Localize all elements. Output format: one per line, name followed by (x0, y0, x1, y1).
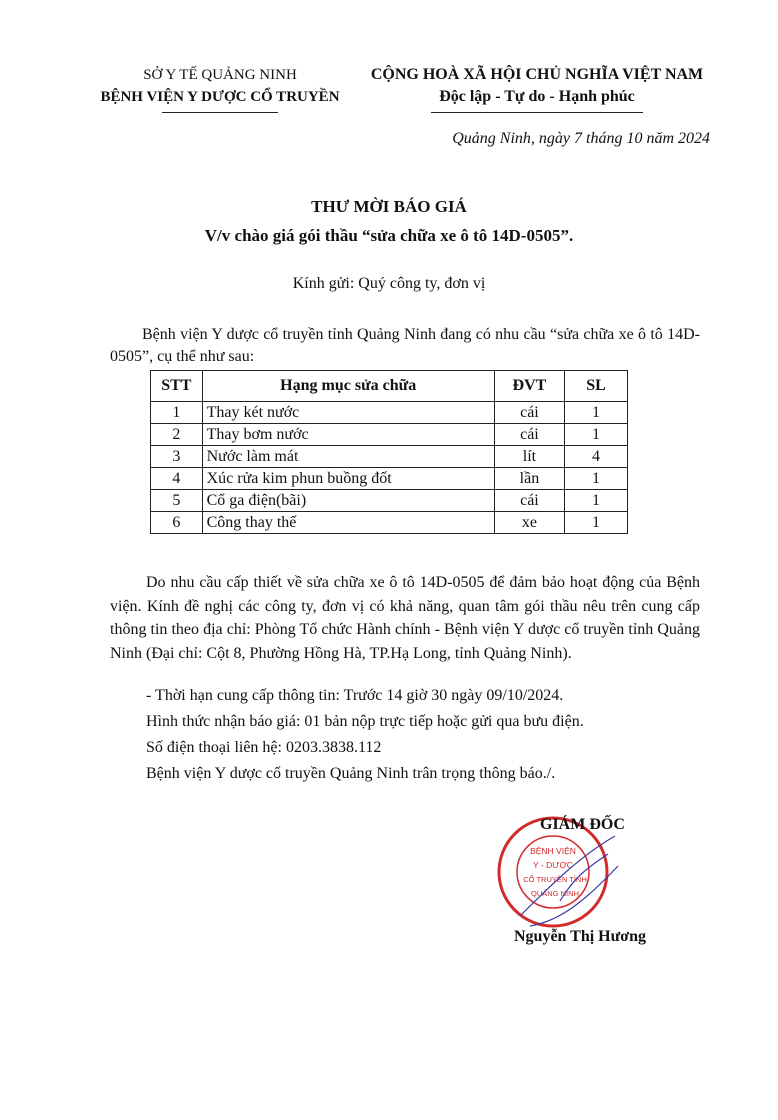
signer-name: Nguyễn Thị Hương (514, 928, 646, 945)
stamp-line: BỆNH VIỆN (530, 846, 576, 856)
cell-item: Công thay thế (202, 512, 494, 534)
stamp-line: CỔ TRUYỀN TỈNH (523, 875, 587, 884)
table-row (151, 512, 628, 534)
national-motto: Độc lập - Tự do - Hạnh phúc (439, 88, 635, 105)
cell-stt: 2 (151, 424, 203, 446)
cell-unit: lần (494, 468, 564, 490)
cell-item: Cổ ga điện(bãi) (202, 490, 494, 512)
repair-items-table (150, 370, 628, 534)
header-quantity: SL (565, 371, 628, 402)
cell-stt: 4 (151, 468, 203, 490)
header-stt: STT (151, 371, 203, 402)
closing-line: Bệnh viện Y dược cổ truyền Quảng Ninh trân trọng thông báo./. (146, 765, 556, 782)
cell-unit: xe (494, 512, 564, 534)
cell-item: Nước làm mát (202, 446, 494, 468)
document-subject: V/v chào giá gói thầu “sửa chữa xe ô tô 14D-0505”. (204, 226, 574, 245)
place-date: Quảng Ninh, ngày 7 tháng 10 năm 2024 (452, 130, 710, 147)
stamp-text (523, 846, 586, 898)
cell-stt: 3 (151, 446, 203, 468)
stamp-line: Y - DƯỢC (533, 860, 573, 870)
table-row (151, 424, 628, 446)
stamp-outer-ring (499, 818, 607, 926)
phone-line: Số điện thoại liên hệ: 0203.3838.112 (146, 739, 382, 756)
header-unit: ĐVT (494, 371, 564, 402)
cell-unit: lít (494, 446, 564, 468)
cell-quantity: 1 (565, 490, 628, 512)
cell-quantity: 1 (565, 468, 628, 490)
issuer-department: SỞ Y TẾ QUẢNG NINH (143, 67, 297, 83)
header-item: Hạng mục sửa chữa (202, 371, 494, 402)
greeting: Kính gửi: Quý công ty, đơn vị (292, 275, 486, 292)
motto-underline (431, 112, 643, 113)
cell-quantity: 1 (565, 402, 628, 424)
table-row (151, 468, 628, 490)
cell-stt: 1 (151, 402, 203, 424)
table-header-row (151, 371, 628, 402)
table-row (151, 402, 628, 424)
issuer-header (70, 64, 370, 113)
document-title: THƯ MỜI BÁO GIÁ (311, 197, 467, 216)
national-header (352, 64, 722, 113)
cell-unit: cái (494, 490, 564, 512)
issuer-hospital: BỆNH VIỆN Y DƯỢC CỔ TRUYỀN (100, 89, 340, 105)
cell-quantity: 1 (565, 424, 628, 446)
cell-item: Xúc rửa kim phun buồng đốt (202, 468, 494, 490)
cell-item: Thay bơm nước (202, 424, 494, 446)
signer-title: GIÁM ĐỐC (540, 816, 625, 833)
issuer-underline (162, 112, 278, 113)
table-row (151, 490, 628, 512)
cell-item: Thay két nước (202, 402, 494, 424)
table-row (151, 446, 628, 468)
cell-stt: 6 (151, 512, 203, 534)
cell-unit: cái (494, 424, 564, 446)
cell-quantity: 1 (565, 512, 628, 534)
receive-form-line: Hình thức nhận báo giá: 01 bản nộp trực tiếp hoặc gửi qua bưu điện. (146, 713, 584, 730)
national-title: CỘNG HOÀ XÃ HỘI CHỦ NGHĨA VIỆT NAM (370, 66, 704, 83)
cell-quantity: 4 (565, 446, 628, 468)
intro-paragraph: Bệnh viện Y dược cổ truyền tỉnh Quảng Ninh đang có nhu cầu “sửa chữa xe ô tô 14D-0505”, cụ thể như sau: (110, 326, 700, 365)
body-paragraph: Do nhu cầu cấp thiết về sửa chữa xe ô tô 14D-0505 để đảm bảo hoạt động của Bệnh viện. Kính đề nghị các công ty, đơn vị có khả năng, quan tâm gói thầu nêu trên cung cấp thông tin theo địa chỉ: Phòng Tổ chức Hành chính - Bệnh viện Y dược cổ truyền tỉnh Quảng Ninh (Đại chỉ: Cột 8, Phường Hồng Hà, TP.Hạ Long, tỉnh Quảng Ninh). (110, 574, 700, 662)
deadline-line: - Thời hạn cung cấp thông tin: Trước 14 giờ 30 ngày 09/10/2024. (146, 687, 564, 704)
cell-unit: cái (494, 402, 564, 424)
stamp-line: QUẢNG NINH (531, 889, 579, 898)
cell-stt: 5 (151, 490, 203, 512)
